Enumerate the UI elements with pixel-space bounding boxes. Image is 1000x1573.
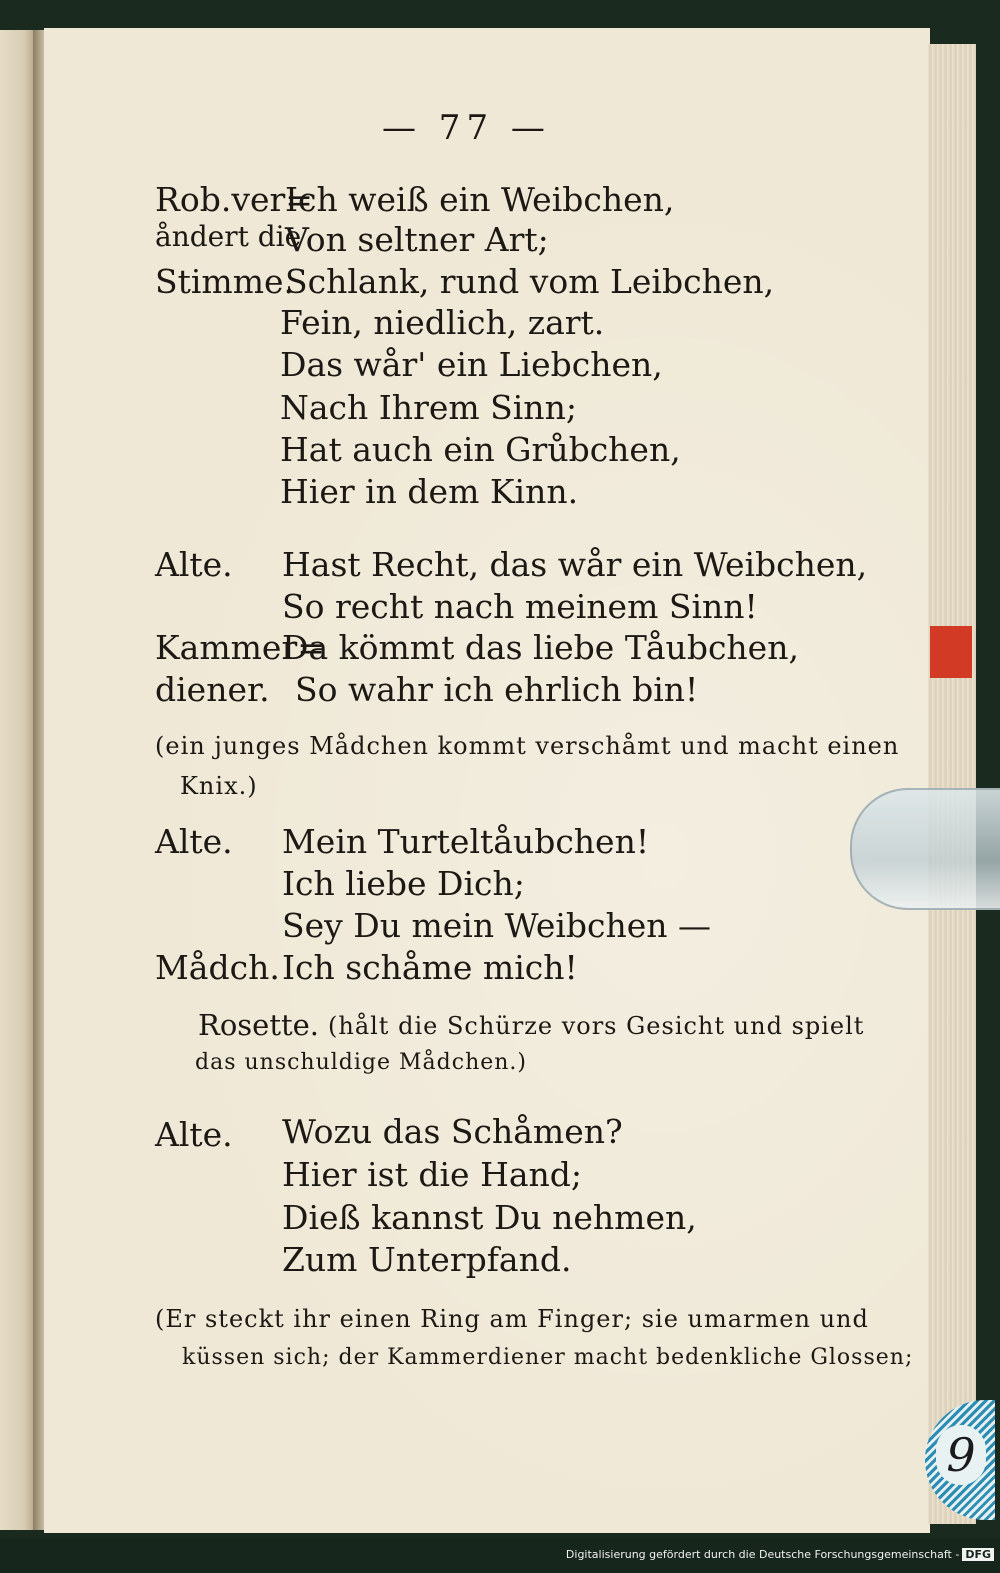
facing-page-edge xyxy=(0,30,34,1530)
verse-line: Dieß kannst Du nehmen, xyxy=(282,1198,697,1237)
speaker-label: Alte. xyxy=(155,1115,233,1154)
stage-direction: Knix.) xyxy=(180,772,258,800)
verse-line: Wozu das Schåmen? xyxy=(282,1112,623,1151)
stamp-number: 9 xyxy=(936,1425,986,1485)
digitization-credit xyxy=(566,1548,994,1561)
verse-line: Da kömmt das liebe Tåubchen, xyxy=(282,628,799,667)
speaker-label: Alte. xyxy=(155,822,233,861)
dfg-logo: DFG xyxy=(962,1548,994,1561)
verse-line: Ich weiß ein Weibchen, xyxy=(285,180,675,219)
page-edges xyxy=(928,44,976,1524)
speaker-label: Rob.ver= xyxy=(155,180,313,219)
speaker-label: Mådch. xyxy=(155,948,280,987)
verse-line: Hat auch ein Grůbchen, xyxy=(280,430,681,469)
verse-line: Mein Turteltåubchen! xyxy=(282,822,650,861)
stage-direction: (ein junges Mådchen kommt verschåmt und macht einen xyxy=(155,732,900,760)
character-name: Rosette. xyxy=(198,1008,320,1042)
speaker-label: Kammer= xyxy=(155,628,325,667)
verse-line: Schlank, rund vom Leibchen, xyxy=(285,262,775,301)
verse-line: Hier ist die Hand; xyxy=(282,1155,583,1194)
speaker-label: Stimme. xyxy=(155,262,295,301)
speaker-label: Alte. xyxy=(155,545,233,584)
verse-line: Hast Recht, das wår ein Weibchen, xyxy=(282,545,868,584)
stage-direction: (Er steckt ihr einen Ring am Finger; sie umarmen und xyxy=(155,1305,869,1333)
page-clip xyxy=(850,788,1000,910)
verse-line: So wahr ich ehrlich bin! xyxy=(295,670,699,709)
verse-line: Zum Unterpfand. xyxy=(282,1240,572,1279)
verse-line: Fein, niedlich, zart. xyxy=(280,303,605,342)
verse-line: Ich schåme mich! xyxy=(282,948,578,987)
verse-line: So recht nach meinem Sinn! xyxy=(282,587,758,626)
verse-line: Sey Du mein Weibchen — xyxy=(282,906,712,945)
credit-text: Digitalisierung gefördert durch die Deutsche Forschungsgemeinschaft - xyxy=(565,1548,960,1561)
speaker-label: diener. xyxy=(155,670,270,709)
verse-line: Nach Ihrem Sinn; xyxy=(280,388,577,427)
verse-line: Von seltner Art; xyxy=(285,220,549,259)
stage-direction: das unschuldige Mådchen.) xyxy=(195,1050,528,1075)
stage-direction: (hålt die Schürze vors Gesicht und spielt xyxy=(328,1012,865,1040)
verse-line: Das wår' ein Liebchen, xyxy=(280,345,663,384)
stage-direction: küssen sich; der Kammerdiener macht bedenkliche Glossen; xyxy=(182,1345,914,1370)
speaker-label: åndert die xyxy=(155,220,302,253)
red-bookmark-tab xyxy=(930,626,972,678)
verse-line: Hier in dem Kinn. xyxy=(280,472,579,511)
verse-line: Ich liebe Dich; xyxy=(282,864,525,903)
page-number: — 77 — xyxy=(382,108,551,148)
